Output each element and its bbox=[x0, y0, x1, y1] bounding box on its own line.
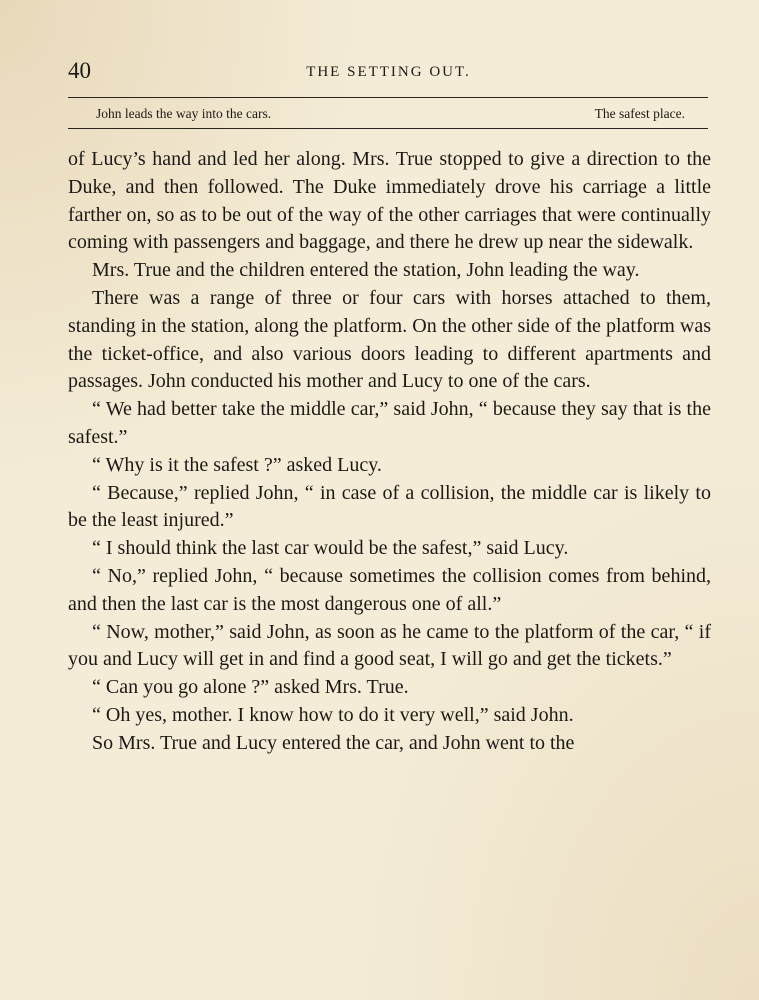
page-number: 40 bbox=[68, 58, 91, 83]
paragraph: “ I should think the last car would be the safest,” said Lucy. bbox=[92, 537, 569, 560]
side-note-left: John leads the way into the cars. bbox=[96, 106, 272, 121]
paragraph: “ Now, mother,” said John, as soon as he came to the platform of the car, “ if you and Lucy will get in and find a good seat, I will go and get the tickets.” bbox=[68, 620, 711, 671]
header-rule-top bbox=[68, 97, 708, 98]
paragraph: “ We had better take the middle car,” said John, “ because they say that is the safest.” bbox=[68, 398, 711, 448]
paragraph: There was a range of three or four cars with horses attached to them, standing in the station, along the platform. On the other side of the platform was the ticket-office, and also various doors leading to different apartments and passages. John conducted his mother and Lucy to one of the cars. bbox=[68, 286, 711, 393]
side-note-right: The safest place. bbox=[594, 106, 685, 121]
paragraph: So Mrs. True and Lucy entered the car, and John went to the bbox=[92, 731, 575, 754]
paragraph: “ No,” replied John, “ because sometimes the collision comes from behind, and then the last car is the most dangerous one of all.” bbox=[68, 564, 711, 615]
paragraph: “ Why is it the safest ?” asked Lucy. bbox=[92, 453, 382, 476]
paragraph: Mrs. True and the children entered the station, John leading the way. bbox=[92, 259, 640, 282]
page-header bbox=[68, 58, 709, 86]
paragraph: “ Can you go alone ?” asked Mrs. True. bbox=[92, 676, 409, 699]
body-text bbox=[68, 146, 711, 758]
header-rule-bottom bbox=[68, 128, 708, 129]
running-title: THE SETTING OUT. bbox=[306, 64, 471, 80]
paragraph: “ Because,” replied John, “ in case of a collision, the middle car is likely to be the least injured.” bbox=[68, 481, 711, 532]
paragraph: “ Oh yes, mother. I know how to do it very well,” said John. bbox=[92, 703, 574, 726]
paragraph: of Lucy’s hand and led her along. Mrs. True stopped to give a direction to the Duke, and then followed. The Duke immediately drove his carriage a little farther on, so as to be out of the way of the other carriages that were continually coming with passengers and baggage, and there he drew up near the sidewalk. bbox=[68, 148, 711, 254]
